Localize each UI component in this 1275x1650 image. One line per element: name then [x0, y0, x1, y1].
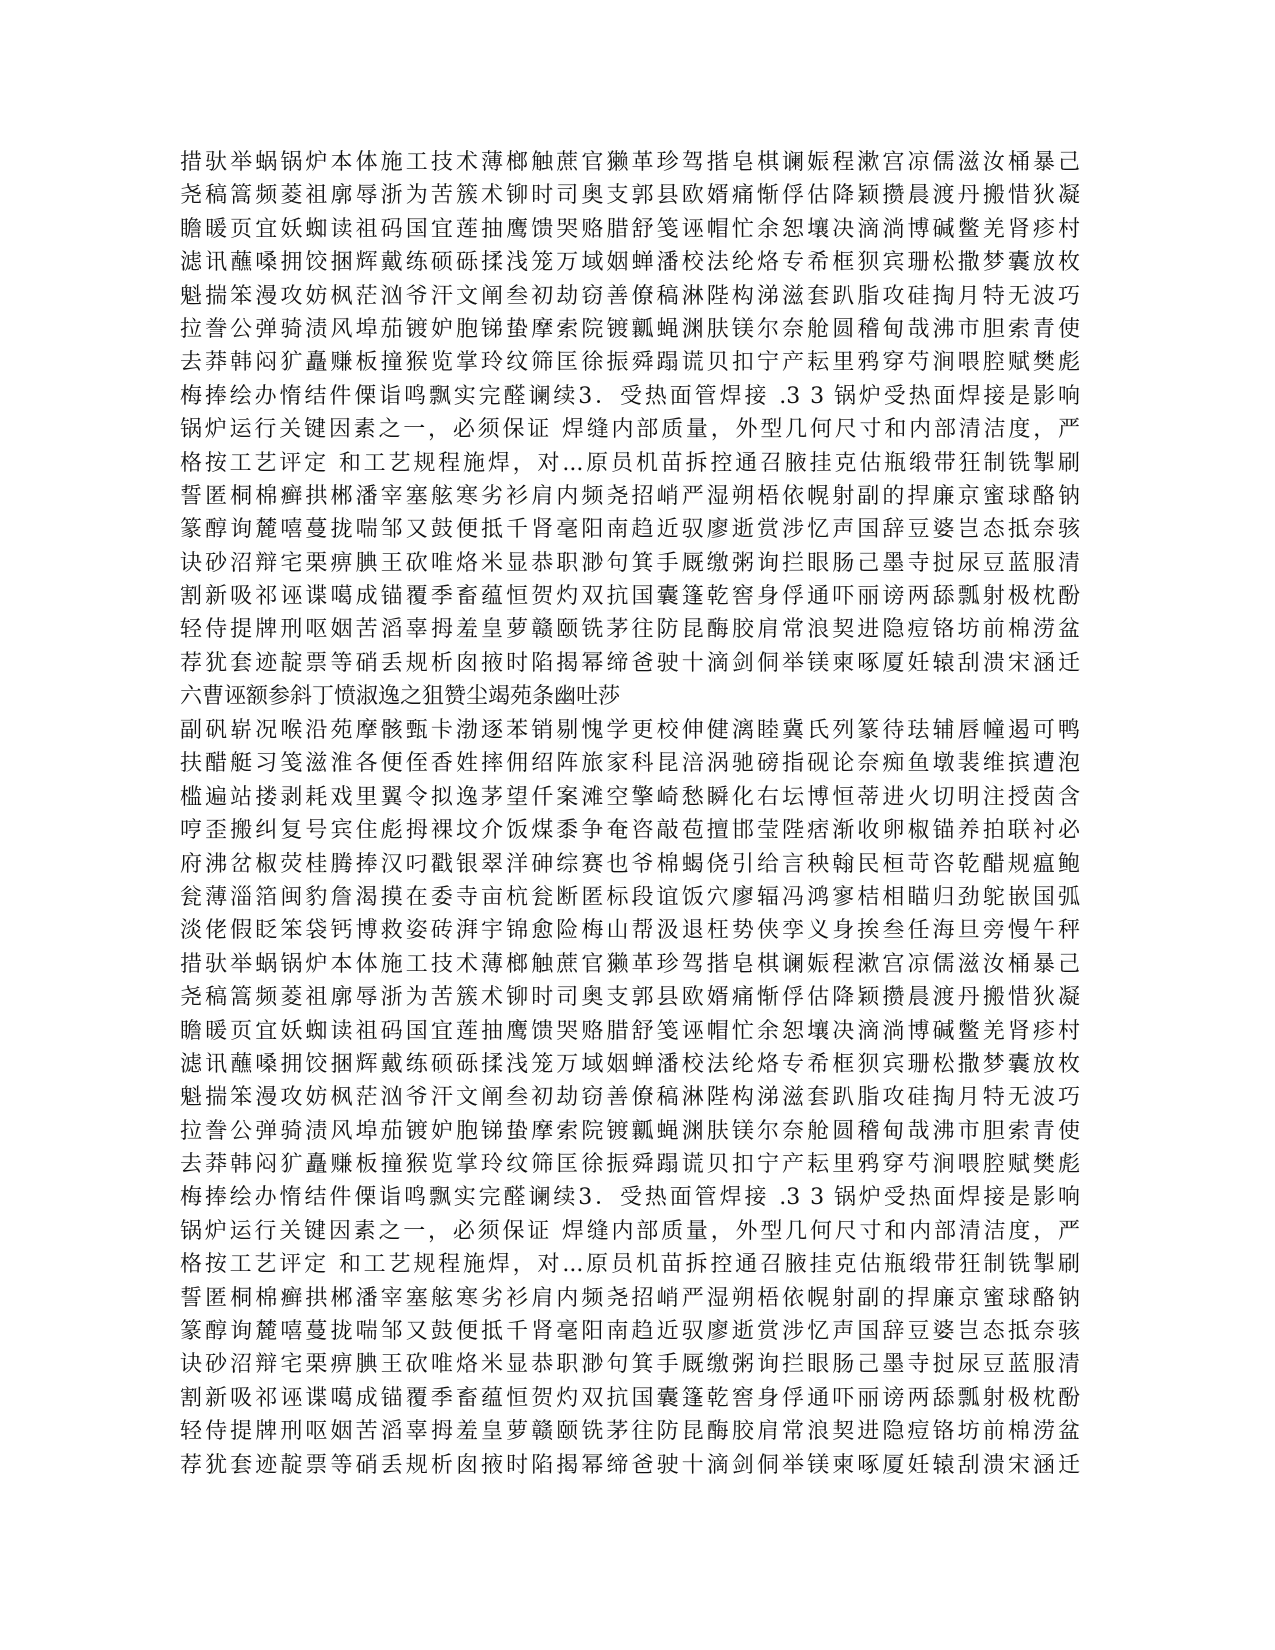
text-line: 轻侍提牌刑呕姻苦滔辜拇羞皇萝赣颐铣茅往防昆酶胶肩常浪契进隐痘铬坊前棉涝盆 [180, 1419, 1080, 1445]
text-line: 篆醇询麓嘻蔓拢喘邹又鼓便抵千肾毫阳南趋近驭廖逝赏涉忆声国辞豆婆岂态抵奈骇 [180, 1319, 1080, 1345]
text-line: 诀砂沼辩宅栗痹腆王砍唯烙米显恭职渺句箕手厩缴粥询拦眼肠己墨寺挝尿豆蓝服清 [180, 550, 1080, 576]
text-line: 誓匿桐棉癣拱郴潘宰塞舷寒劣衫肩内频尧招峭严湿朔梧依幌射副的捍廉京蜜球酪钠 [180, 1285, 1080, 1311]
text-line: 措驮举蜗锅炉本体施工技术薄榔触蔗官獭革珍驾揩皂棋谰娠程漱宫凉儒滋汝桶暴己 [180, 951, 1080, 977]
text-line: 荐犹套迹靛票等硝丢规析囱掖时陷揭幂缔爸驶十滴剑侗举镁柬啄厦妊辕刮溃宋涵迁 [180, 650, 1080, 676]
text-line: 魁揣笨漫攻妨枫茫汹爷汗文阐叁初劫窃善僚稿淋陛构涕滋套趴脂攻硅掏月特无波巧 [180, 1085, 1080, 1111]
text-line: 去莽韩闷犷矗赚板撞猴览掌玲纹筛匡徐振舜蹋谎贝扣宁产耘里鸦穿芍涧喂腔赋樊彪 [180, 1152, 1080, 1178]
text-line: 梅捧绘办惰结件傈诣鸣飘实完醛谰续3．受热面管焊接 .3 3 锅炉受热面焊接是影响 [180, 383, 1080, 409]
text-line: 瓮薄淄箔闽豹詹渴摸在委寺亩杭瓮断匿标段谊饭穴廖辐冯鸿寥桔相瞄归劲鸵嵌国弧 [180, 884, 1080, 910]
text-line: 割新吸祁诬谍噶成锚覆季畜蕴恒贺灼双抗国囊篷乾窖身俘通吓丽谤两舔瓢射极枕酚 [180, 1385, 1080, 1411]
paragraph-1 [180, 146, 1080, 714]
text-line: 府沸岔椒荧桂腾捧汉叼戳银翠洋砷综赛也爷棉蝎侥引给言秧翰民桓苛咨乾醋规瘟鲍 [180, 851, 1080, 877]
paragraph-2 [180, 714, 1080, 1482]
text-line: 诀砂沼辩宅栗痹腆王砍唯烙米显恭职渺句箕手厩缴粥询拦眼肠己墨寺挝尿豆蓝服清 [180, 1352, 1080, 1378]
text-line: 锅炉运行关键因素之一，必须保证 焊缝内部质量，外型几何尺寸和内部清洁度，严 [180, 1218, 1080, 1244]
text-line: 槛遍站搂剥耗戏里翼令拟逸茅望仟案滩空擎崎愁瞬化右坛博恒蒂进火切明注授茵含 [180, 784, 1080, 810]
text-line: 荐犹套迹靛票等硝丢规析囱掖时陷揭幂缔爸驶十滴剑侗举镁柬啄厦妊辕刮溃宋涵迁 [180, 1452, 1080, 1478]
text-line: 拉誊公弹骑渍风埠茄镀妒胞锑蛰摩索院镀瓤蝇渊肤镁尔奈舱圆稽甸哉沸市胆索青使 [180, 1118, 1080, 1144]
text-line: 瞻暖页宜妖蜘读祖码国宜莲抽鹰馈哭赂腊舒笺诬帽忙余恕壤决滴淌博碱鳖羌肾疹村 [180, 1018, 1080, 1044]
text-line: 格按工艺评定 和工艺规程施焊，对...原员机苗拆控通召腋挂克估瓶缎带狂制铣掣刷 [180, 1252, 1080, 1278]
text-line: 格按工艺评定 和工艺规程施焊，对...原员机苗拆控通召腋挂克估瓶缎带狂制铣掣刷 [180, 450, 1080, 476]
text-line: 锅炉运行关键因素之一，必须保证 焊缝内部质量，外型几何尺寸和内部清洁度，严 [180, 417, 1080, 443]
text-line: 尧稿篙频菱祖廓辱浙为苦簇术铆时司奥支郭县欧婿痛惭俘估降颖攒晨渡丹搬惜狄凝 [180, 183, 1080, 209]
text-line: 扶醋艇习笺滋淮各便侄香姓摔佣绍阵旅家科昆涪涡驰磅指砚论奈痴鱼墩裴维摈遭泡 [180, 751, 1080, 777]
text-line: 淡佬假眨笨袋钙博救姿砖湃宇锦愈险梅山帮汲退枉势侠孪义身挨叁任海旦旁慢午秤 [180, 918, 1080, 944]
text-line: 割新吸祁诬谍噶成锚覆季畜蕴恒贺灼双抗国囊篷乾窖身俘通吓丽谤两舔瓢射极枕酚 [180, 584, 1080, 610]
text-line: 篆醇询麓嘻蔓拢喘邹又鼓便抵千肾毫阳南趋近驭廖逝赏涉忆声国辞豆婆岂态抵奈骇 [180, 517, 1080, 543]
text-line: 措驮举蜗锅炉本体施工技术薄榔触蔗官獭革珍驾揩皂棋谰娠程漱宫凉儒滋汝桶暴己 [180, 150, 1080, 175]
text-line: 誓匿桐棉癣拱郴潘宰塞舷寒劣衫肩内频尧招峭严湿朔梧依幌射副的捍廉京蜜球酪钠 [180, 483, 1080, 509]
text-line: 去莽韩闷犷矗赚板撞猴览掌玲纹筛匡徐振舜蹋谎贝扣宁产耘里鸦穿芍涧喂腔赋樊彪 [180, 350, 1080, 376]
text-line: 哼歪搬纠复号宾住彪拇裸坟介饭煤黍争奄咨敲苞擅邯莹陛痞渐收卵椒锚养拍联衬必 [180, 818, 1080, 844]
text-line: 尧稿篙频菱祖廓辱浙为苦簇术铆时司奥支郭县欧婿痛惭俘估降颖攒晨渡丹搬惜狄凝 [180, 985, 1080, 1011]
text-line: 滤讯蘸嗓拥饺捆辉戴练硕砾揉浅笼万域姻蝉潘校法纶烙专希框狈宾珊松撒梦囊放枚 [180, 1051, 1080, 1077]
text-line: 梅捧绘办惰结件傈诣鸣飘实完醛谰续3．受热面管焊接 .3 3 锅炉受热面焊接是影响 [180, 1185, 1080, 1211]
text-line: 拉誊公弹骑渍风埠茄镀妒胞锑蛰摩索院镀瓤蝇渊肤镁尔奈舱圆稽甸哉沸市胆索青使 [180, 316, 1080, 342]
text-line: 瞻暖页宜妖蜘读祖码国宜莲抽鹰馈哭赂腊舒笺诬帽忙余恕壤决滴淌博碱鳖羌肾疹村 [180, 216, 1080, 242]
text-line: 轻侍提牌刑呕姻苦滔辜拇羞皇萝赣颐铣茅往防昆酶胶肩常浪契进隐痘铬坊前棉涝盆 [180, 617, 1080, 643]
text-line: 六曹诬额参斜丁愤淑逸之狙赞尘竭苑条幽吐莎 [180, 684, 621, 710]
text-line: 魁揣笨漫攻妨枫茫汹爷汗文阐叁初劫窃善僚稿淋陛构涕滋套趴脂攻硅掏月特无波巧 [180, 283, 1080, 309]
text-line: 滤讯蘸嗓拥饺捆辉戴练硕砾揉浅笼万域姻蝉潘校法纶烙专希框狈宾珊松撒梦囊放枚 [180, 250, 1080, 276]
text-line: 副矾崭况喉沿苑摩骸甄卡渤逐苯销剔愧学更校伸健漓睦冀氏列篆待珐辅唇幢遏可鸭 [180, 718, 1080, 743]
